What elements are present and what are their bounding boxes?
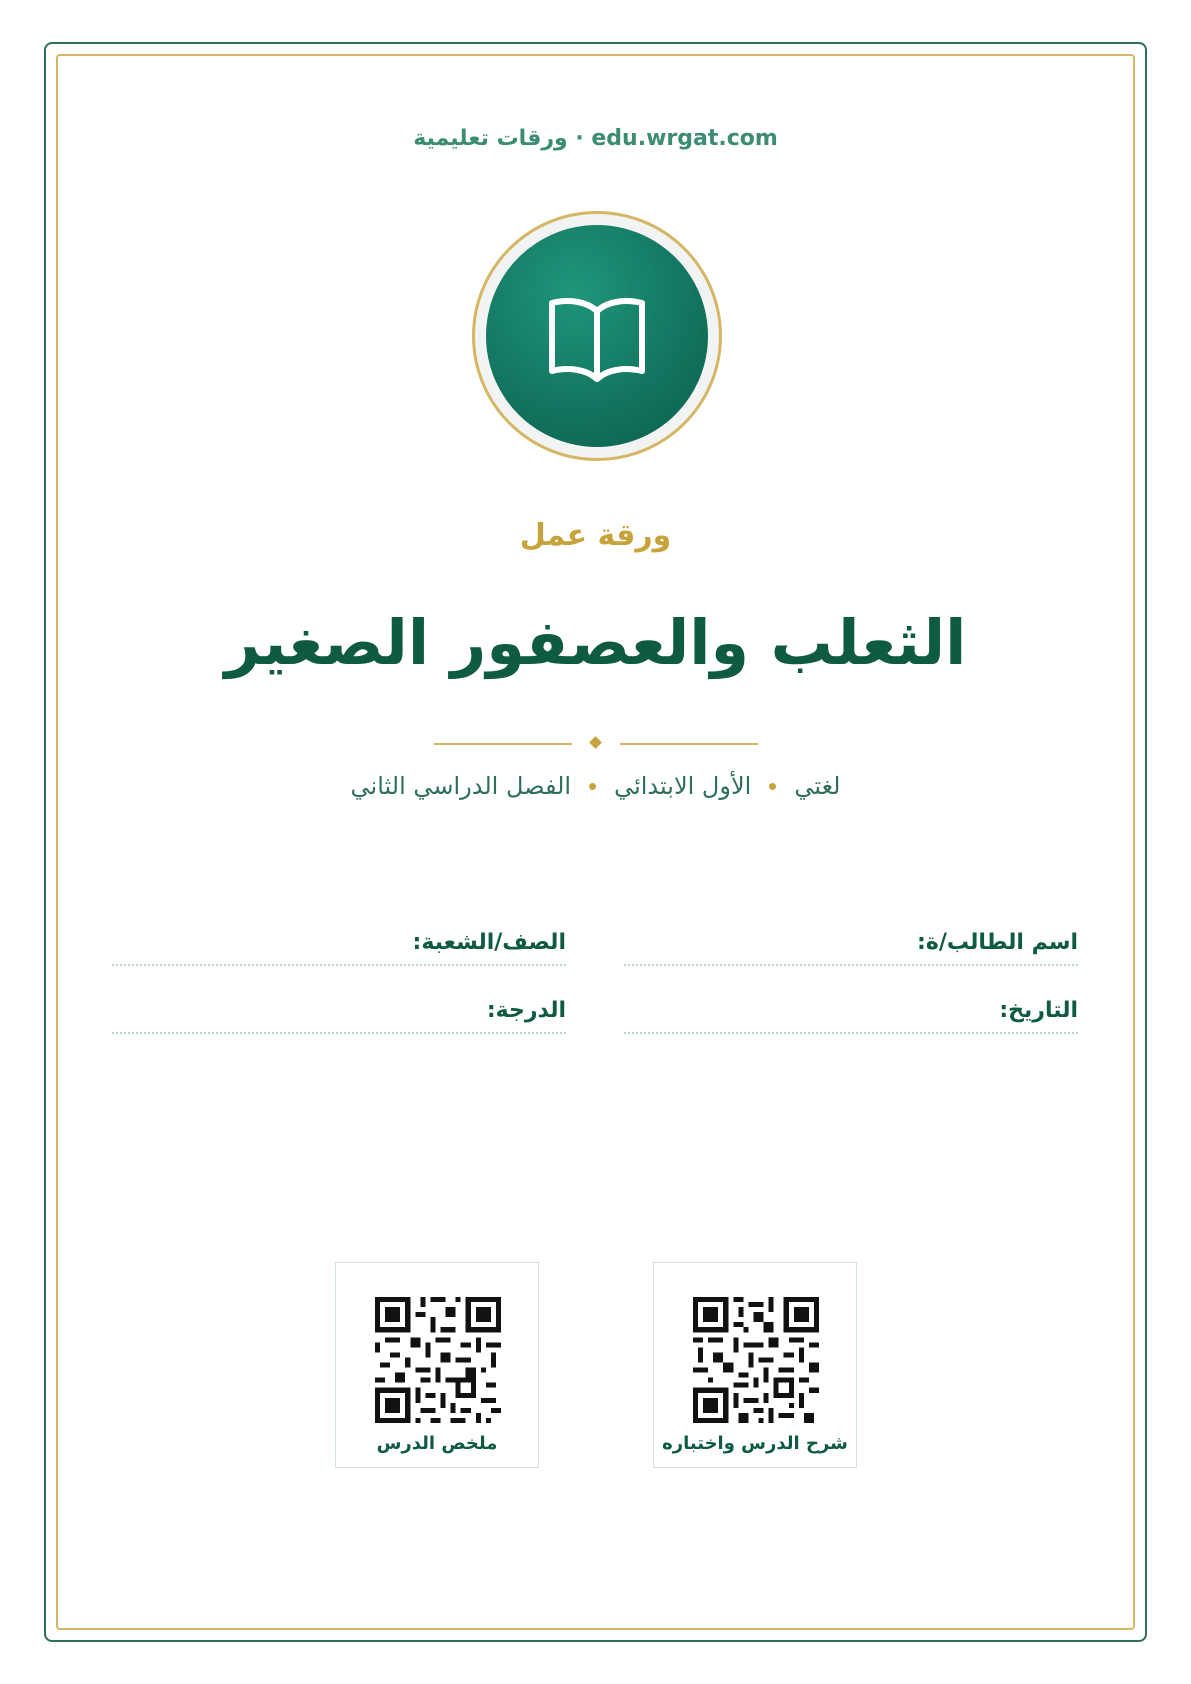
site-brand: edu.wrgat.com · ورقات تعليمية <box>413 126 778 151</box>
qr-code <box>693 1297 819 1423</box>
qr-card-lesson-explanation[interactable] <box>653 1262 857 1468</box>
meta-subject: لغتي <box>794 772 841 800</box>
meta-separator <box>769 783 776 790</box>
worksheet-label: ورقة عمل <box>519 518 672 553</box>
lesson-title: الثعلب والعصفور الصغير <box>224 606 967 679</box>
meta-separator <box>589 783 596 790</box>
student-name-field[interactable] <box>624 930 1078 966</box>
qr-caption: شرح الدرس واختباره <box>662 1433 848 1454</box>
qr-card-lesson-summary[interactable] <box>335 1262 539 1468</box>
divider-line-right <box>620 743 758 745</box>
date-label: التاريخ: <box>999 998 1078 1023</box>
lesson-meta <box>0 772 1191 800</box>
score-field[interactable] <box>112 998 566 1034</box>
date-field[interactable] <box>624 998 1078 1034</box>
meta-term: الفصل الدراسي الثاني <box>350 772 572 800</box>
qr-caption: ملخص الدرس <box>376 1433 498 1454</box>
open-book-icon <box>546 291 648 383</box>
divider-line-left <box>434 743 572 745</box>
meta-grade: الأول الابتدائي <box>614 772 752 800</box>
score-label: الدرجة: <box>486 998 566 1023</box>
qr-code <box>375 1297 501 1423</box>
logo-badge <box>486 225 708 447</box>
student-name-label: اسم الطالب/ة: <box>917 930 1078 955</box>
class-section-label: الصف/الشعبة: <box>412 930 566 955</box>
class-section-field[interactable] <box>112 930 566 966</box>
